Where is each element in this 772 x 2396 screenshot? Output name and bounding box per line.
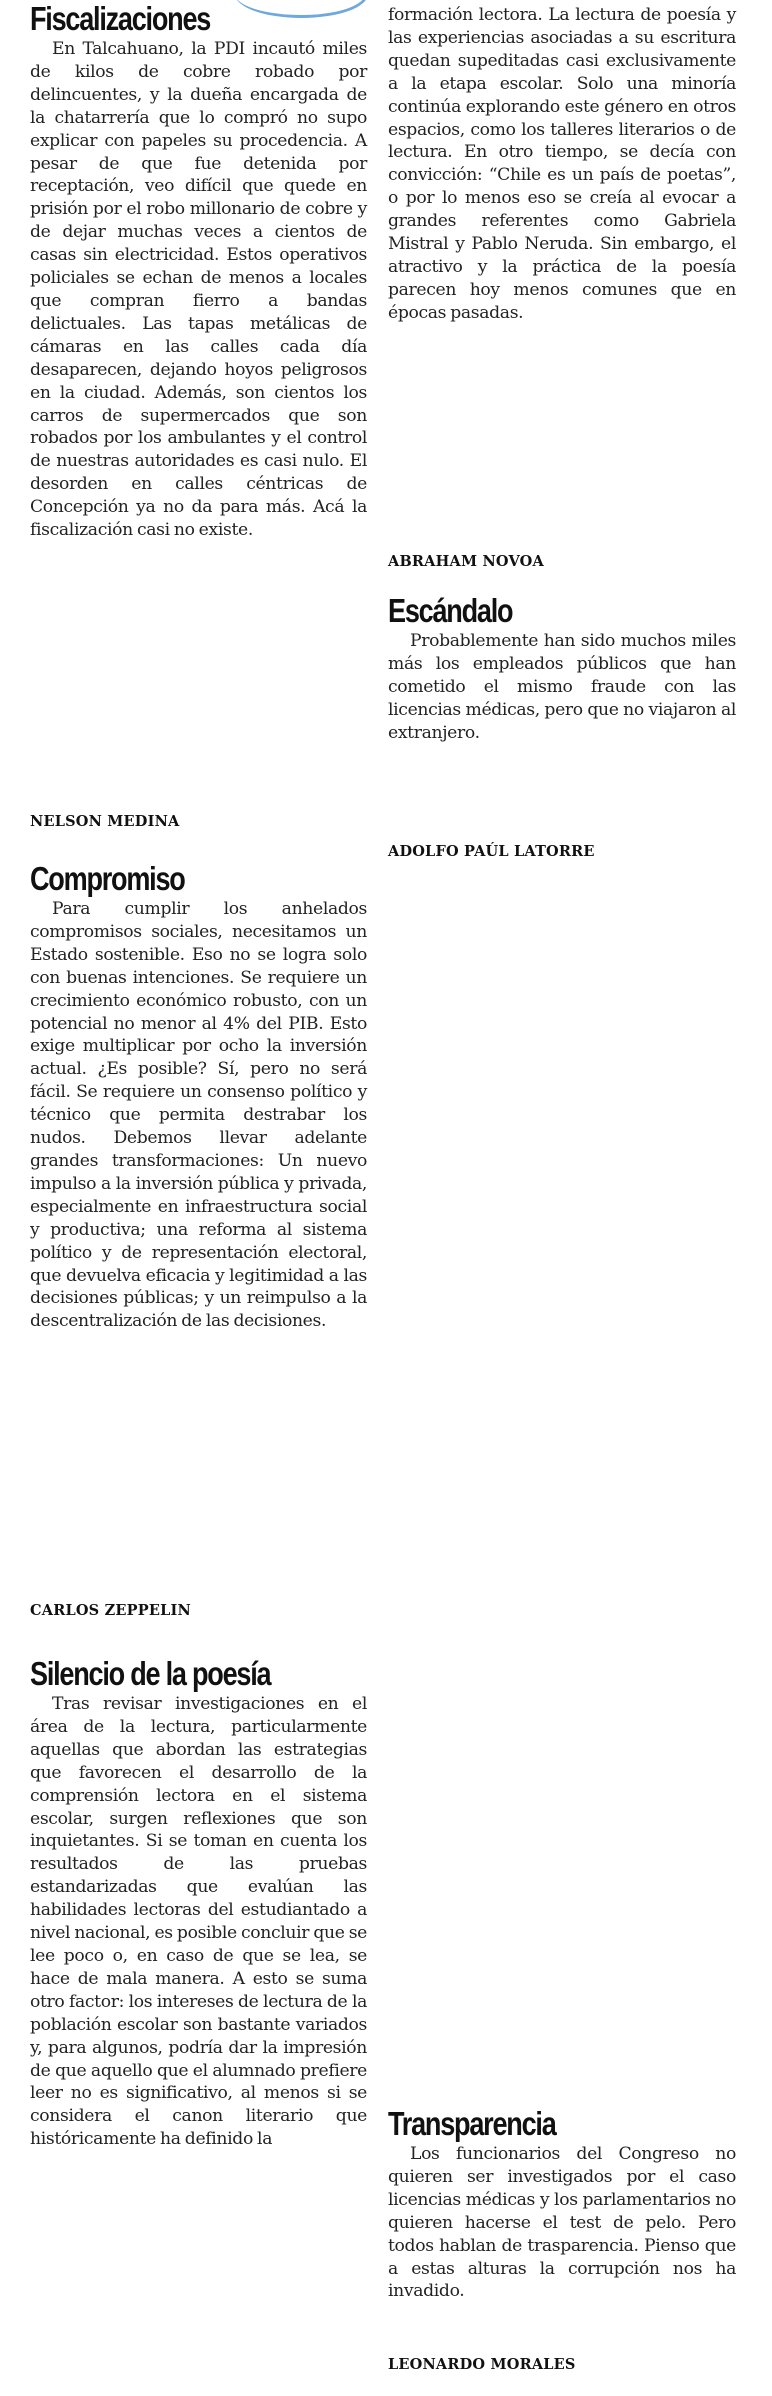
letter-body: Probablemente han sido muchos miles más los empleados públicos que han cometido el mismo fraude con las licencias médicas, pero que no viajaron al extranjero.: [388, 631, 736, 743]
letter-body: Los funcionarios del Congreso no quieren ser investigados por el caso licencias médicas y los parlamentarios no quieren hacerse el test de pelo. Pero todos hablan de trasparencia. Pienso que a estas alturas la corrupción nos ha invadido.: [388, 2144, 736, 2302]
letter-signature: NELSON MEDINA: [30, 813, 180, 830]
letter-body: Tras revisar investigaciones en el área de la lectura, particularmente aquellas que abordan las estrategias que favorecen el desarrollo de la comprensión lectora en el sistema escolar, surgen reflexiones que son inquietantes. Si se toman en cuenta los resultados de las pruebas estandarizadas que evalúan las habilidades lectoras del estudiantado a nivel nacional, es posible concluir que se lee poco o, en caso de que se lea, se hace de mala manera. A esto se suma otro factor: los intereses de lectura de la población escolar son bastante variados y, para algunos, podría dar la impresión de que aquello que el alumnado prefiere leer no es significativo, al menos si se considera el canon literario que históricamente ha definido la: [30, 1694, 367, 2150]
letter-signature: CARLOS ZEPPELIN: [30, 1602, 191, 1619]
letter-compromiso: [30, 860, 367, 1333]
letter-escandalo: [388, 592, 736, 745]
letter-title: Escándalo: [388, 592, 513, 629]
letter-body: En Talcahuano, la PDI incautó miles de kilos de cobre robado por delincuentes, y la dueña encargada de la chatarrería que lo compró no supo explicar con papeles su procedencia. A pesar de que fue detenida por receptación, veo difícil que quede en prisión por el robo millonario de cobre y de dejar muchas veces a cientos de casas sin electricidad. Estos operativos policiales se echan de menos a locales que compran fierro a bandas delictuales. Las tapas metálicas de cámaras en las calles cada día desaparecen, dejando hoyos peligrosos en la ciudad. Además, son cientos los carros de supermercados que son robados por los ambulantes y el control de nuestras autoridades es casi nulo. El desorden en calles céntricas de Concepción ya no da para más. Acá la fiscalización casi no existe.: [30, 39, 367, 541]
letter-signature: ABRAHAM NOVOA: [388, 553, 544, 570]
letter-signature: LEONARDO MORALES: [388, 2356, 576, 2373]
letter-fiscalizaciones: [30, 0, 367, 542]
letter-title: Transparencia: [388, 2105, 556, 2142]
letter-silencio-de-la-poesia-continued: [388, 4, 736, 325]
letter-title: Silencio de la poesía: [30, 1655, 271, 1692]
letter-body: Para cumplir los anhelados compromisos sociales, necesitamos un Estado sostenible. Eso no se logra solo con buenas intenciones. Se requiere un crecimiento económico robusto, con un potencial no menor al 4% del PIB. Esto exige multiplicar por ocho la inversión actual. ¿Es posible? Sí, pero no será fácil. Se requiere un consenso político y técnico que permita destrabar los nudos. Debemos llevar adelante grandes transformaciones: Un nuevo impulso a la inversión pública y privada, especialmente en infraestructura social y productiva; una reforma al sistema político y de representación electoral, que devuelva eficacia y legitimidad a las decisiones públicas; y un reimpulso a la descentralización de las decisiones.: [30, 899, 367, 1332]
letter-transparencia: [388, 2105, 736, 2303]
letter-silencio-de-la-poesia: [30, 1655, 367, 2151]
letter-signature: ADOLFO PAÚL LATORRE: [388, 843, 595, 860]
letter-body-continued: formación lectora. La lectura de poesía y las experiencias asociadas a su escritura quedan supeditadas casi exclusivamente a la etapa escolar. Solo una minoría continúa explorando este género en otros espacios, como los talleres literarios o de lectura. En otro tiempo, se decía con convicción: “Chile es un país de poetas”, o por lo menos eso se creía al evocar a grandes referentes como Gabriela Mistral y Pablo Neruda. Sin embargo, el atractivo y la práctica de la poesía parecen hoy menos comunes que en épocas pasadas.: [388, 5, 736, 323]
letter-title: Compromiso: [30, 860, 185, 897]
letter-title: Fiscalizaciones: [30, 0, 211, 37]
